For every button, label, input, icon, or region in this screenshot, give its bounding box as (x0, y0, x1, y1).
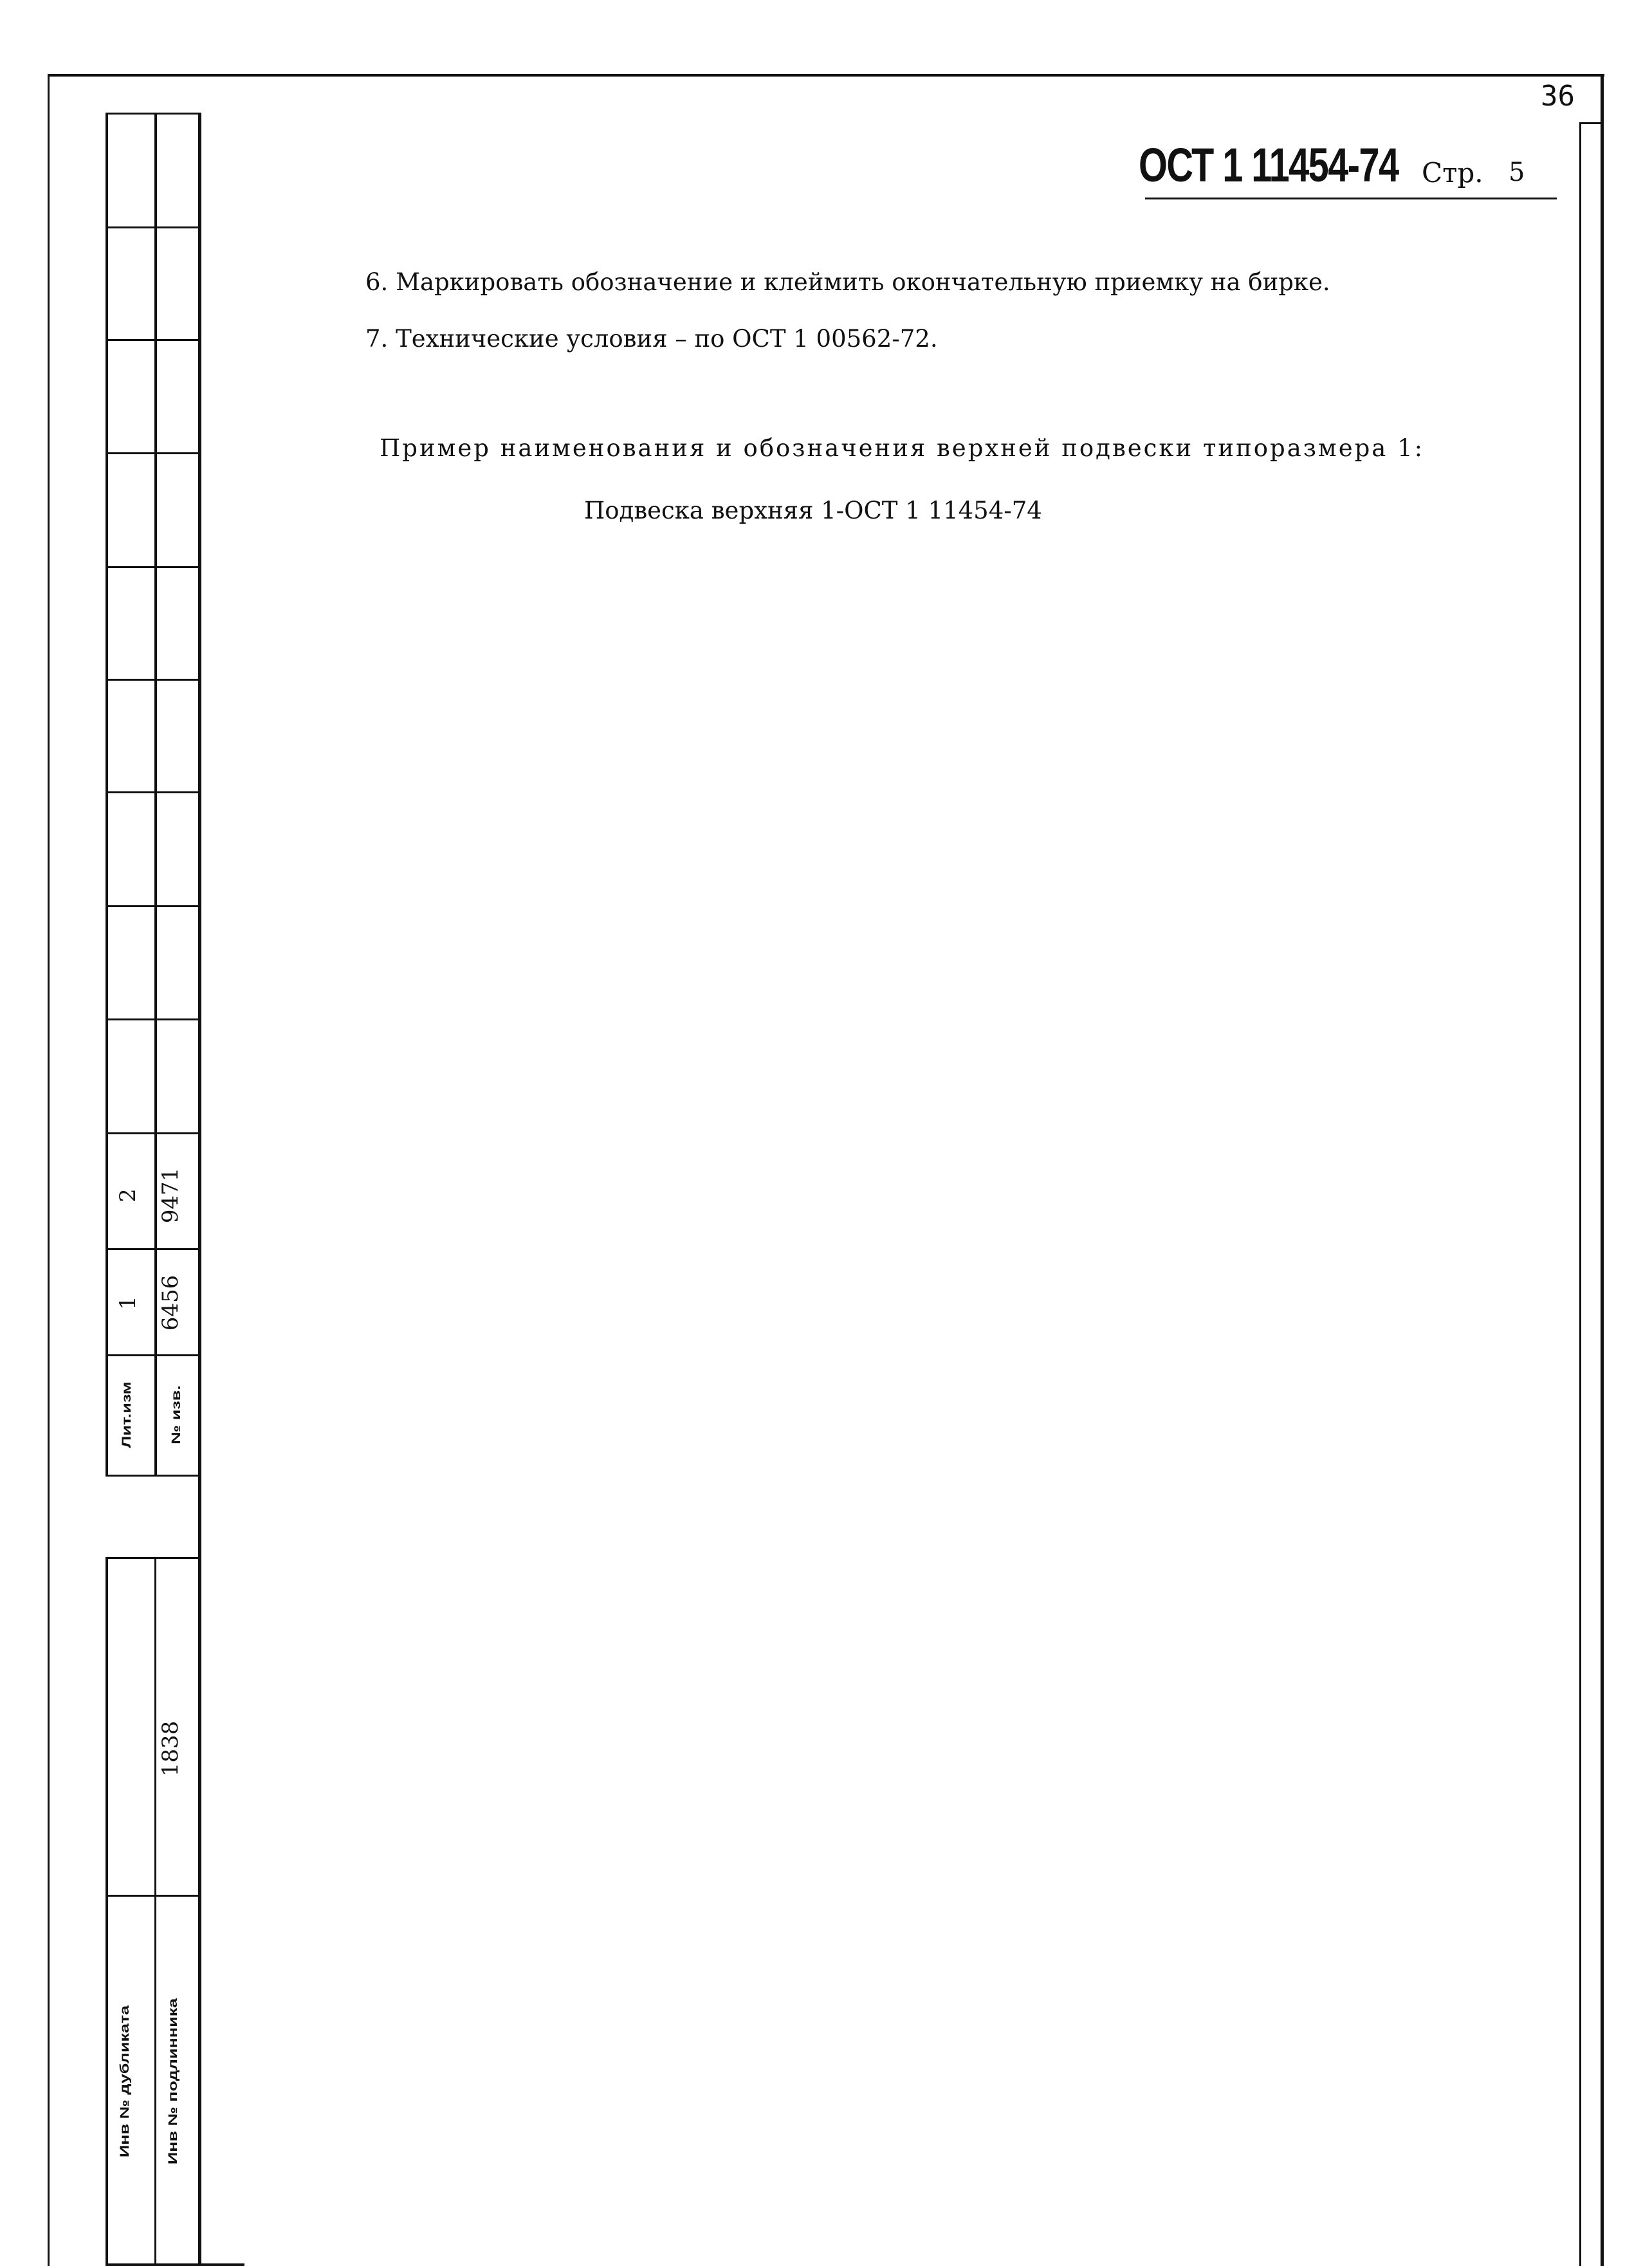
document-code: ОСТ 1 11454-74 (1139, 138, 1399, 192)
example-designation: Подвеска верхняя 1-ОСТ 1 11454-74 (584, 497, 1042, 524)
lit-change-value: 1 (115, 1296, 141, 1310)
lit-change-label: Лит.изм (119, 1381, 134, 1448)
original-inventory-value: 1838 (158, 1720, 183, 1777)
item-7: 7. Технические условия – по ОСТ 1 00562-72. (365, 325, 938, 353)
item-6: 6. Маркировать обозначение и клеймить окончательную приемку на бирке. (365, 268, 1330, 296)
page-label-number: 5 (1509, 158, 1525, 187)
lit-change-value: 2 (115, 1188, 141, 1202)
change-notice-value: 6456 (158, 1275, 183, 1331)
duplicate-inventory-label: Инв № дубликата (117, 2005, 132, 2158)
example-heading: Пример наименования и обозначения верхней подвески типоразмера 1: (380, 434, 1425, 462)
change-notice-label: № изв. (169, 1385, 183, 1444)
page-label: Стр. (1422, 157, 1483, 189)
sheet-number: 36 (1541, 80, 1575, 113)
change-notice-value: 9471 (158, 1167, 183, 1224)
header-underline (1145, 198, 1557, 199)
original-inventory-label: Инв № подлинника (165, 1998, 180, 2165)
